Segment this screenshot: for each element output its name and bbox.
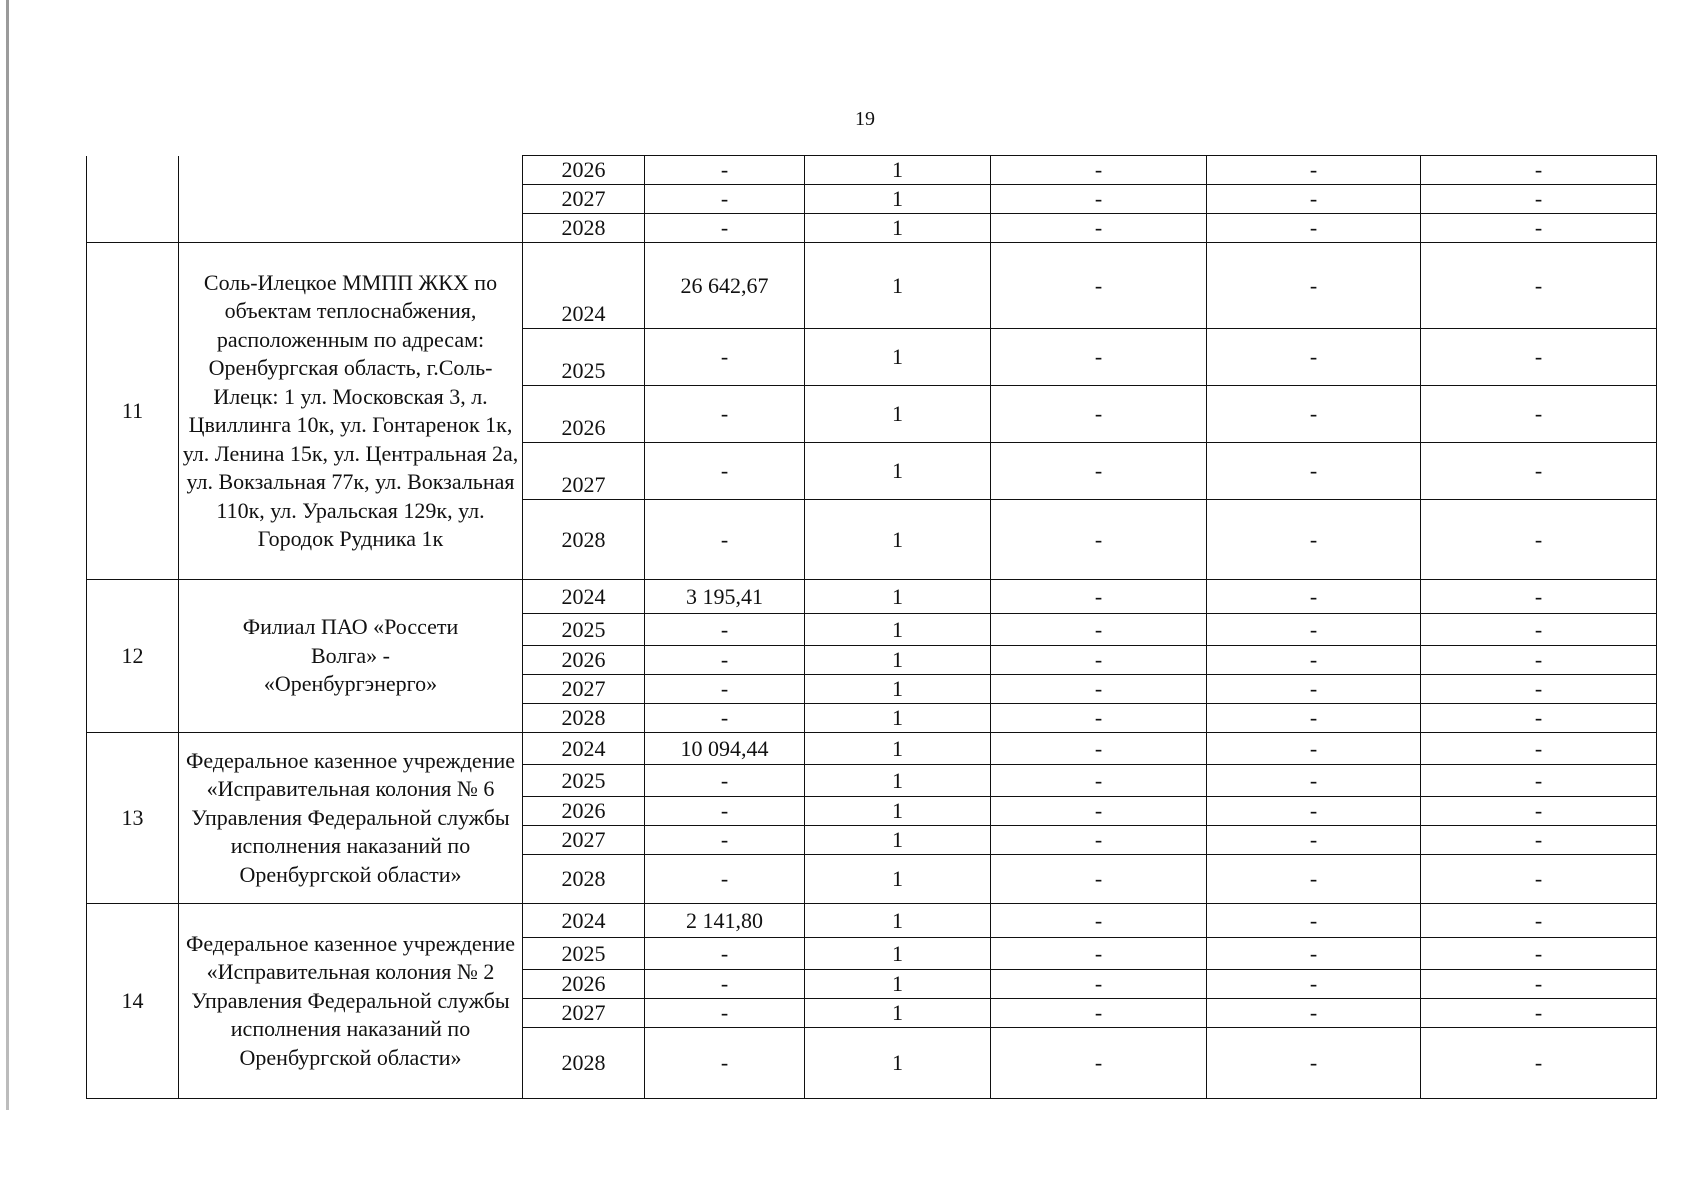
year-cell: 2025 <box>523 938 645 970</box>
value-cell: 1 <box>805 704 991 733</box>
value-cell: 1 <box>805 938 991 970</box>
value-cell: - <box>991 243 1207 329</box>
value-cell: - <box>1207 500 1421 580</box>
value-cell: - <box>991 675 1207 704</box>
value-cell: 1 <box>805 329 991 386</box>
row-number-cell: 11 <box>87 243 179 580</box>
year-cell: 2024 <box>523 904 645 938</box>
value-cell: - <box>1421 500 1657 580</box>
value-cell: - <box>991 500 1207 580</box>
year-cell: 2026 <box>523 386 645 443</box>
value-cell: - <box>645 214 805 243</box>
value-cell: - <box>645 675 805 704</box>
value-cell: - <box>991 386 1207 443</box>
value-cell: 1 <box>805 500 991 580</box>
value-cell: - <box>1421 855 1657 904</box>
row-number-cell: 13 <box>87 733 179 904</box>
table-row <box>87 156 1657 185</box>
value-cell: 1 <box>805 580 991 614</box>
organization-cell: Федеральное казенное учреждение «Исправительная колония № 6 Управления Федеральной службы исполнения наказаний по Оренбургской области» <box>179 733 523 904</box>
value-cell: - <box>645 970 805 999</box>
year-cell: 2025 <box>523 329 645 386</box>
year-cell: 2024 <box>523 243 645 329</box>
value-cell: - <box>645 855 805 904</box>
value-cell: - <box>1421 675 1657 704</box>
value-cell: - <box>1421 797 1657 826</box>
value-cell: - <box>645 797 805 826</box>
value-cell: - <box>645 1028 805 1099</box>
value-cell: 1 <box>805 733 991 765</box>
table-body <box>87 156 1657 1099</box>
value-cell: - <box>991 704 1207 733</box>
value-cell: 1 <box>805 855 991 904</box>
value-cell: 1 <box>805 1028 991 1099</box>
value-cell: - <box>1207 214 1421 243</box>
value-cell: 1 <box>805 797 991 826</box>
value-cell: - <box>991 580 1207 614</box>
value-cell: - <box>1421 765 1657 797</box>
year-cell: 2027 <box>523 999 645 1028</box>
value-cell: - <box>991 443 1207 500</box>
value-cell: - <box>645 614 805 646</box>
year-cell: 2026 <box>523 797 645 826</box>
year-cell: 2025 <box>523 614 645 646</box>
value-cell: - <box>1421 243 1657 329</box>
page-number: 19 <box>855 108 875 130</box>
value-cell: 3 195,41 <box>645 580 805 614</box>
value-cell: - <box>1207 329 1421 386</box>
value-cell: - <box>1421 646 1657 675</box>
year-cell: 2028 <box>523 500 645 580</box>
scan-edge <box>6 0 9 1110</box>
value-cell: 10 094,44 <box>645 733 805 765</box>
value-cell: - <box>1421 214 1657 243</box>
year-cell: 2026 <box>523 156 645 185</box>
value-cell: - <box>645 185 805 214</box>
value-cell: 1 <box>805 904 991 938</box>
value-cell: 1 <box>805 675 991 704</box>
value-cell: - <box>1421 733 1657 765</box>
value-cell: - <box>991 904 1207 938</box>
table-row <box>87 904 1657 938</box>
value-cell: - <box>991 329 1207 386</box>
value-cell: - <box>991 646 1207 675</box>
value-cell: - <box>991 765 1207 797</box>
year-cell: 2024 <box>523 733 645 765</box>
value-cell: - <box>1207 704 1421 733</box>
value-cell: 1 <box>805 443 991 500</box>
year-cell: 2025 <box>523 765 645 797</box>
value-cell: - <box>991 156 1207 185</box>
value-cell: 1 <box>805 386 991 443</box>
value-cell: 1 <box>805 826 991 855</box>
value-cell: 1 <box>805 156 991 185</box>
organization-cell: Филиал ПАО «Россети Волга» - «Оренбургэнерго» <box>179 580 523 733</box>
value-cell: - <box>1207 243 1421 329</box>
row-number-cell: 12 <box>87 580 179 733</box>
value-cell: - <box>1207 156 1421 185</box>
value-cell: - <box>1207 1028 1421 1099</box>
value-cell: - <box>991 214 1207 243</box>
value-cell: - <box>1207 185 1421 214</box>
value-cell: - <box>991 938 1207 970</box>
data-table <box>86 155 1657 1099</box>
year-cell: 2028 <box>523 1028 645 1099</box>
year-cell: 2026 <box>523 970 645 999</box>
value-cell: - <box>991 797 1207 826</box>
year-cell: 2026 <box>523 646 645 675</box>
value-cell: - <box>1207 999 1421 1028</box>
value-cell: - <box>991 970 1207 999</box>
value-cell: - <box>1421 443 1657 500</box>
value-cell: - <box>1421 904 1657 938</box>
value-cell: - <box>1421 826 1657 855</box>
value-cell: - <box>1421 999 1657 1028</box>
value-cell: - <box>1207 904 1421 938</box>
year-cell: 2027 <box>523 675 645 704</box>
value-cell: 1 <box>805 243 991 329</box>
value-cell: 2 141,80 <box>645 904 805 938</box>
value-cell: - <box>645 999 805 1028</box>
year-cell: 2027 <box>523 185 645 214</box>
value-cell: - <box>1207 675 1421 704</box>
year-cell: 2028 <box>523 214 645 243</box>
value-cell: - <box>991 1028 1207 1099</box>
value-cell: - <box>1207 580 1421 614</box>
value-cell: - <box>991 185 1207 214</box>
value-cell: - <box>1207 733 1421 765</box>
value-cell: - <box>645 938 805 970</box>
row-number-cell <box>87 156 179 243</box>
organization-cell <box>179 156 523 243</box>
value-cell: - <box>1421 329 1657 386</box>
value-cell: - <box>645 443 805 500</box>
value-cell: - <box>645 765 805 797</box>
value-cell: - <box>1421 970 1657 999</box>
value-cell: - <box>645 704 805 733</box>
value-cell: - <box>1207 797 1421 826</box>
year-cell: 2027 <box>523 443 645 500</box>
value-cell: - <box>991 826 1207 855</box>
value-cell: - <box>1207 443 1421 500</box>
row-number-cell: 14 <box>87 904 179 1099</box>
value-cell: - <box>1421 580 1657 614</box>
value-cell: - <box>1207 386 1421 443</box>
value-cell: - <box>645 826 805 855</box>
value-cell: - <box>1421 156 1657 185</box>
value-cell: - <box>645 329 805 386</box>
value-cell: - <box>1421 1028 1657 1099</box>
organization-cell: Федеральное казенное учреждение «Исправительная колония № 2 Управления Федеральной службы исполнения наказаний по Оренбургской области» <box>179 904 523 1099</box>
value-cell: - <box>1421 386 1657 443</box>
value-cell: - <box>1207 938 1421 970</box>
value-cell: - <box>1207 970 1421 999</box>
value-cell: - <box>1207 855 1421 904</box>
table-row <box>87 243 1657 329</box>
value-cell: - <box>1421 614 1657 646</box>
table-row <box>87 733 1657 765</box>
organization-cell: Соль-Илецкое ММПП ЖКХ по объектам теплоснабжения, расположенным по адресам: Оренбургская область, г.Соль-Илецк: 1 ул. Московская 3, л. Цвиллинга 10к, ул. Гонтаренок 1к, ул. Ленина 15к, ул. Центральная 2а, ул. Вокзальная 77к, ул. Вокзальная 110к, ул. Уральская 129к, ул. Городок Рудника 1к <box>179 243 523 580</box>
value-cell: 1 <box>805 614 991 646</box>
value-cell: - <box>991 733 1207 765</box>
value-cell: 1 <box>805 185 991 214</box>
value-cell: - <box>1421 938 1657 970</box>
value-cell: 26 642,67 <box>645 243 805 329</box>
value-cell: - <box>991 855 1207 904</box>
value-cell: - <box>645 646 805 675</box>
value-cell: - <box>1207 614 1421 646</box>
value-cell: 1 <box>805 214 991 243</box>
value-cell: 1 <box>805 646 991 675</box>
value-cell: - <box>1421 185 1657 214</box>
value-cell: - <box>1207 826 1421 855</box>
value-cell: 1 <box>805 999 991 1028</box>
table-row <box>87 580 1657 614</box>
value-cell: - <box>1421 704 1657 733</box>
value-cell: - <box>645 386 805 443</box>
value-cell: - <box>645 500 805 580</box>
value-cell: - <box>1207 765 1421 797</box>
value-cell: 1 <box>805 970 991 999</box>
year-cell: 2028 <box>523 704 645 733</box>
year-cell: 2024 <box>523 580 645 614</box>
year-cell: 2028 <box>523 855 645 904</box>
value-cell: - <box>1207 646 1421 675</box>
value-cell: 1 <box>805 765 991 797</box>
value-cell: - <box>645 156 805 185</box>
value-cell: - <box>991 614 1207 646</box>
value-cell: - <box>991 999 1207 1028</box>
year-cell: 2027 <box>523 826 645 855</box>
